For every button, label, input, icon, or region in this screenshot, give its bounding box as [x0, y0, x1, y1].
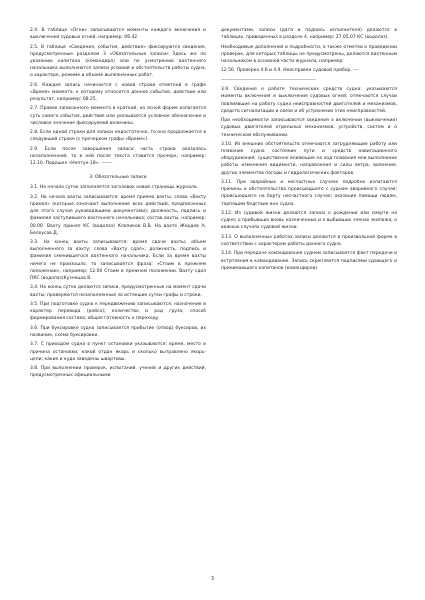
paragraph-3-10: 3.10. Из внешних обстоятельств отмечаются затрудняющие работу или плавание судна состояние пути и средств навигационного оборудования; существенно влияющие на ход плавания или выполнение работы изменения видимости, направления и силы ветра, волнения, других элементов погоды и гидрологических факторов.	[221, 141, 397, 176]
paragraph-2-7: 2.7. Правее записанного момента в краткой, но ясной форме излагается суть самого события, действия или указывается условное обозначение и числовое значение фиксируемой величины.	[30, 106, 206, 126]
paragraph-3-7: 3.7. С приходом судна в пункт остановки указываются: время, место и причина остановки; какой отдан якорь и сколько вытравлено якорь-цепи; какие и куда заведены швартовы.	[30, 342, 206, 362]
paragraph-2-4: 2.4. В таблице «Огни» записываются моменты каждого включения и выключения судовых огней, например: 06.42.	[30, 28, 206, 41]
dash-separator: -----------------------------------------------------------	[221, 77, 317, 83]
paragraph-3-8-supplement: Необходимые дополнения и подробности, а также отметки о проведении проверок, для которых таблицы не предусмотрены, делаются вахтенным начальником в основной части журнала, например:	[221, 44, 397, 64]
paragraph-3-6: 3.6. При буксировке судна записывается прибытие (отвод) буксиров, их название, схема буксировки.	[30, 325, 206, 338]
paragraph-3-13: 3.13. О выполненных работах записи делаются в произвольной форме в соответствии с характером работы данного судна.	[221, 234, 397, 247]
paragraph-3-8: 3.8. При выполнении проверок, испытаний, учений и других действий, предусмотренных официальными	[30, 366, 206, 379]
page-number: 3	[210, 576, 215, 582]
example-entry: 12.50. Проверка 4.6 и 4.9. Неисправен судовой прибор. ---	[221, 68, 359, 74]
paragraph-2-8: 2.8. Если одной строки для записи недостаточно, то она продолжается в следующей строке (с прочерком графы «Время»).	[30, 130, 206, 143]
paragraph-2-5: 2.5. В таблице «Сведения, события, действия» фиксируются сведения, предусмотренные разделом 3 «Обязательные записи» Здесь же по указанию капитана (командира) или по усмотрению вахтенного начальника выполняются записи условий и обстоятельств работы судна, о характере, режиме и объеме выполненных работ.	[30, 44, 206, 79]
left-column	[30, 27, 206, 382]
paragraph-3-3: 3.3. На конец вахты записываются: время сдачи вахты; объем выполненного за вахту; слова «Вахту сдал»; должность, подпись и фамилия сменившегося вахтенного начальника. Если за время вахты ничего не произошло, то записывается фраза: «Стоим в прежнем положении», например: 12.00 Стоим в прежнем положении. Вахту сдал ПКС (водолаз)Кузнецов В.	[30, 240, 206, 281]
paragraph-3-2: 3.2. На начало вахты записываются: время приема вахты; слова «Вахту принял» (которые означают выполнение всех действий, предписанных для этого случая руководящими документами); должность, подпись и фамилия заступившего вахтенного начальника; состав вахты, например: 00.00. Вахту принял КС (водолаз) Клепиков В.В. На вахте Жердев А, Белоусов Д.	[30, 194, 206, 236]
paragraph-3-8-cont: документами, записи (дата и подпись исполнителя) делаются в таблицах, приведенных в разделе 4, например: 27.05.07 КС (водолаз).	[221, 28, 397, 41]
paragraph-2-9: 2.9. Если после завершения записи часть строки оказалась незаполненной, то в ней после текста ставится прочерк, например: 12.10. Подошел «Нептун-18». -------	[30, 146, 206, 167]
paragraph-3-5: 3.5. При подготовке судна к передвижению записываются: назначение и характер перевода (рейса); количество и род груза; способ формирования состава; общая готовность к переходу.	[30, 301, 206, 322]
section-3-heading: 3. Обязательные записи	[89, 175, 147, 181]
paragraph-3-9-extra: При необходимости записываются сведения о включении (выключении) судовых двигателей отдельных механизмов, устройств, систем и о техническом обслуживании.	[221, 118, 397, 138]
paragraph-3-12: 3.12. Из судовой жизни делаются записи о рождении или смерти на судне; о прибывших вновь назначенных и о выбывших членах экипажа; о важных случаях судовой жизни.	[221, 210, 397, 231]
paragraph-2-6: 2.6. Каждая запись начинается с новой строки отметкой в графе «Время» момента, к которому относится данное событие, действие или результат, например: 08.25.	[30, 82, 206, 102]
paragraph-3-1: 3.1. На начало суток заполняется заголовок новой страницы журнала.	[30, 185, 198, 191]
paragraph-3-9: 3.9. Сведения о работе технических средств судна: указываются моменты включения и выключения судовых огней; отмечаются случаи повлиявшие на работу судна неисправностей двигателей и механизмов, средств сигнализации и связи и об устранении этих неисправностей.	[221, 87, 397, 114]
paragraph-3-11: 3.11. При аварийных и несчастных случаях подробно излагаются причины и обстоятельства происшедшего с судном аварийного случая; происшедшего на борту несчастного случая; оказания помощи людям, терпящим бедствие вне судна.	[221, 180, 397, 207]
paragraph-3-14: 3.14. При передаче командования судном записывается факт передачи и вступления в командование. Запись скрепляется подписями сдающего и принимающего капитанов (командиров).	[221, 251, 397, 271]
right-column	[221, 27, 397, 274]
paragraph-3-4: 3.4. На конец суток делаются записи, предусмотренные на момент сдачи вахты; проверяются незаполненные за истекшие сутки графы и строки.	[30, 285, 206, 298]
